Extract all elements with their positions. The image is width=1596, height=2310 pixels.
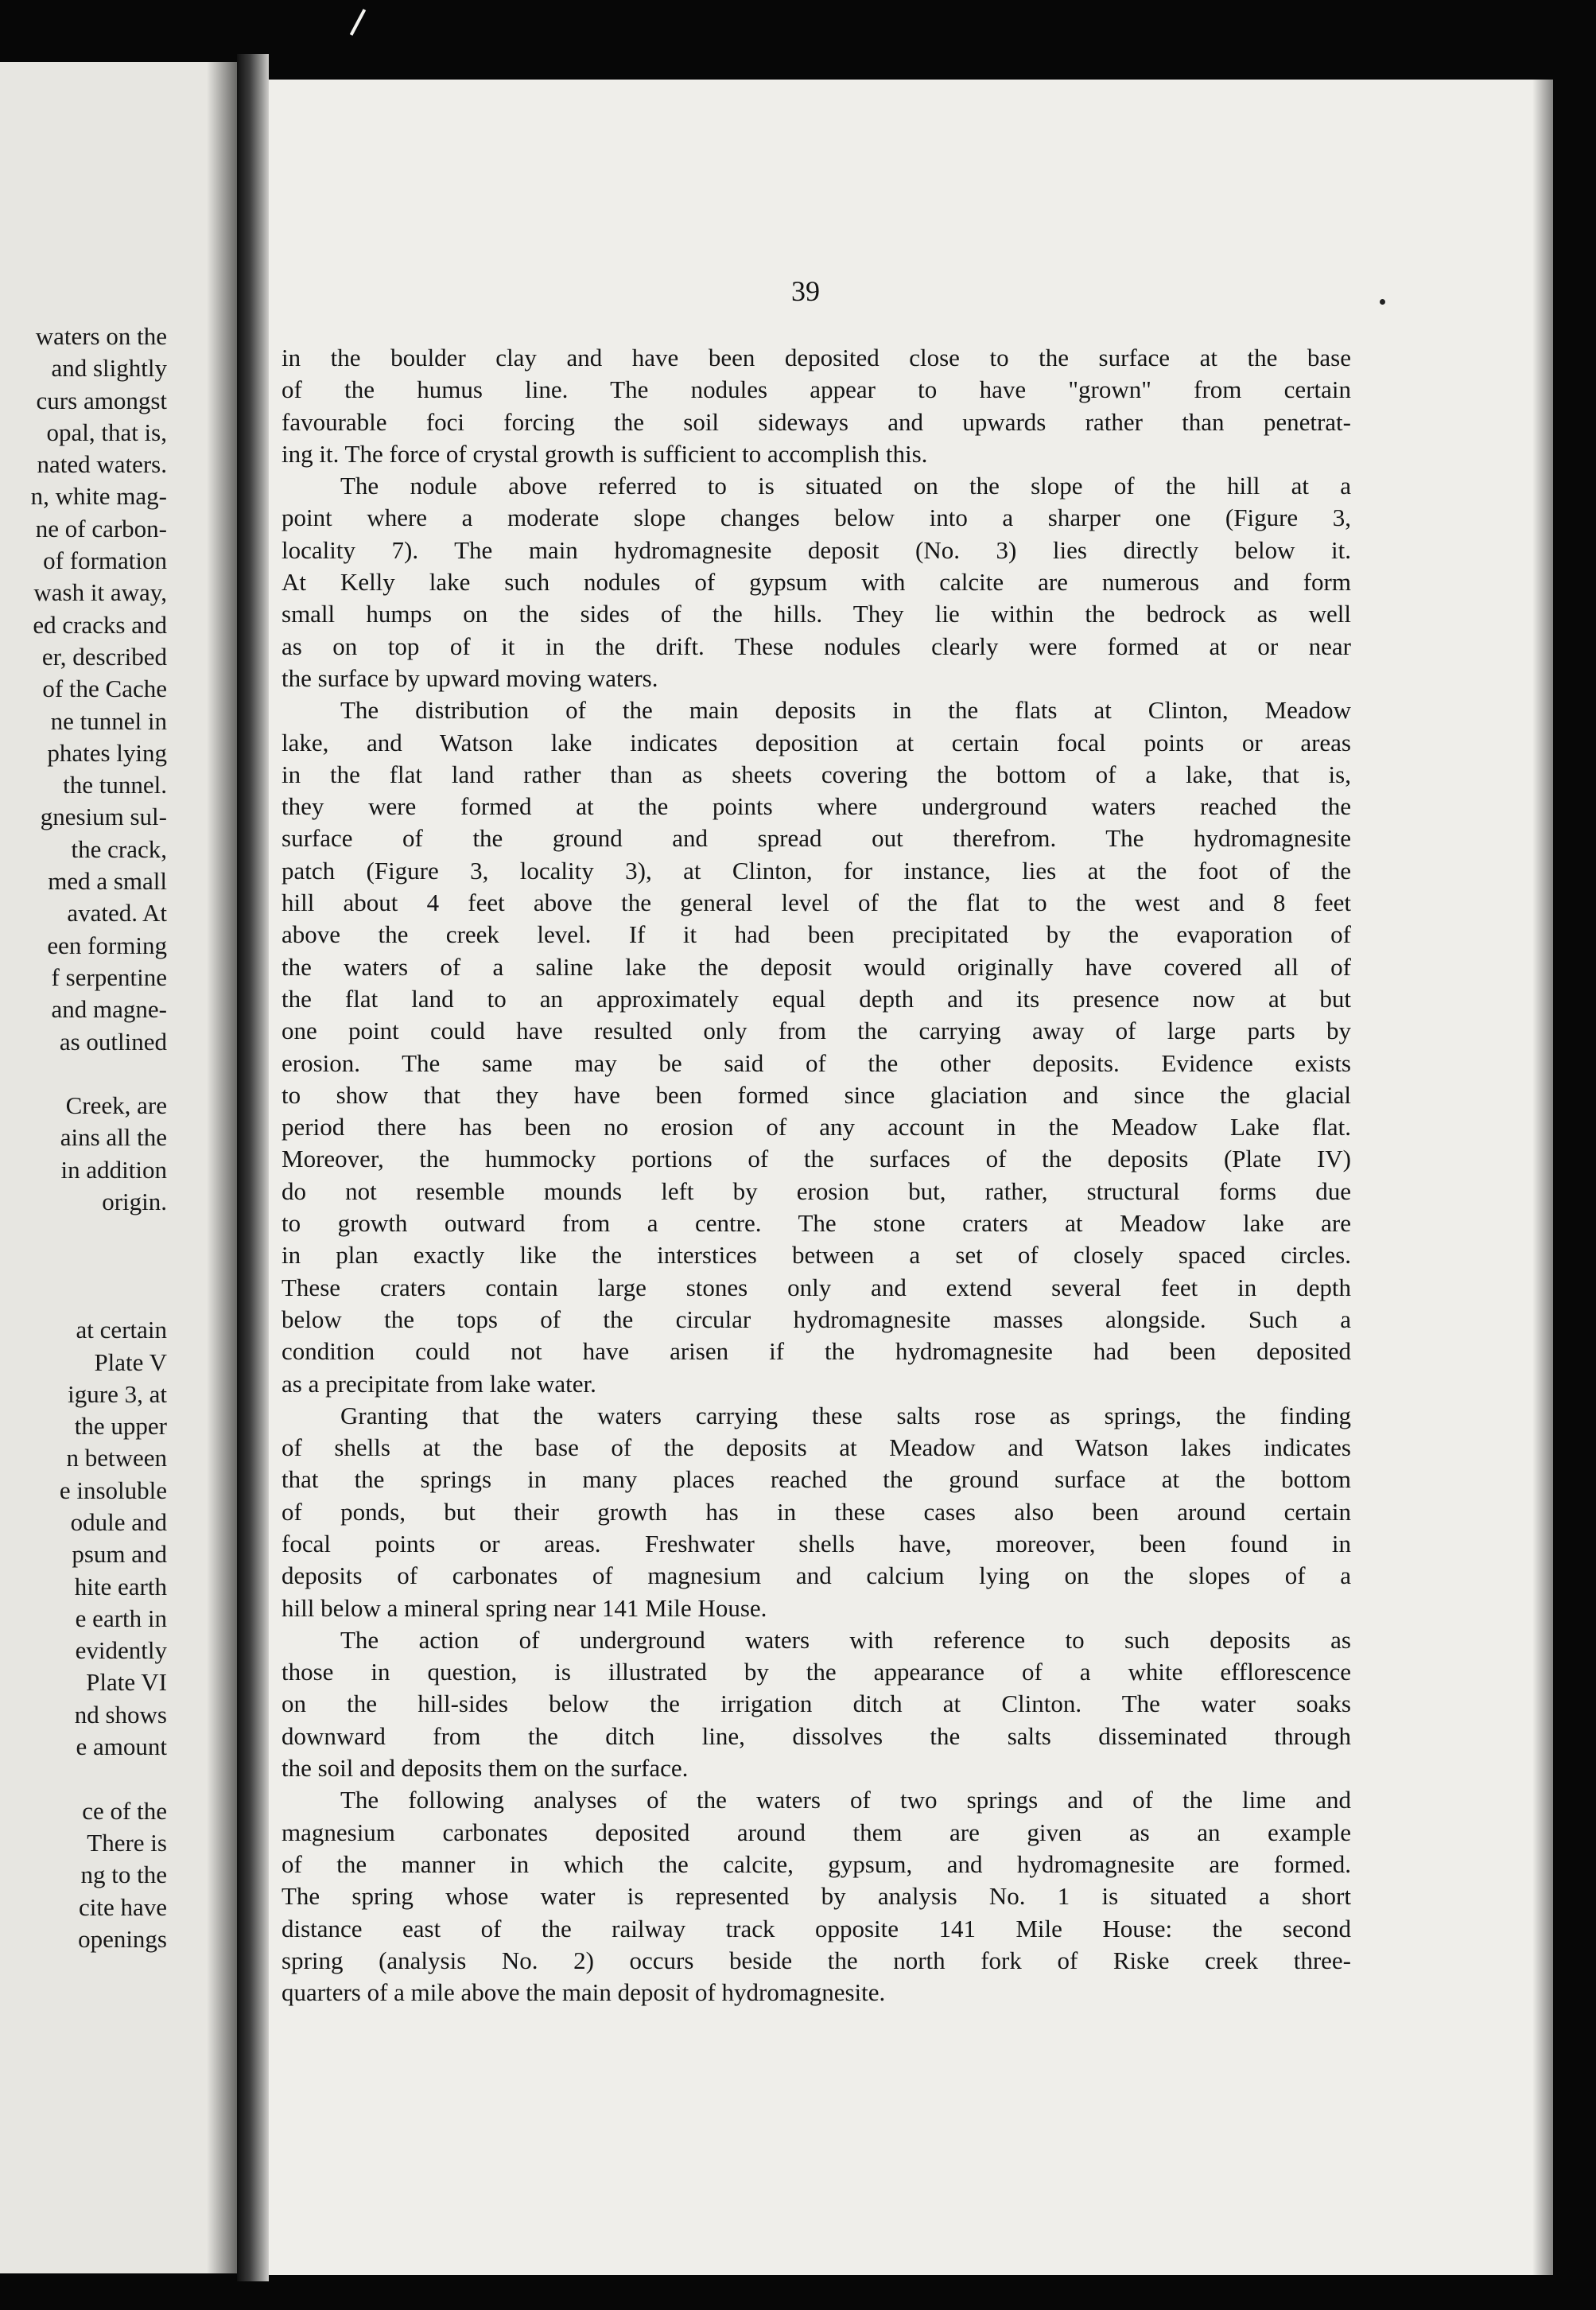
text-line: hill below a mineral spring near 141 Mile House. — [282, 1593, 767, 1622]
left-text-line: n between — [66, 1444, 167, 1472]
left-text-line: e amount — [76, 1732, 167, 1761]
text-line: condition could not have arisen if the hydromagnesite had been deposited — [282, 1337, 1351, 1366]
left-text-line: een forming — [47, 931, 167, 959]
text-line: of the manner in which the calcite, gypsum, and hydromagnesite are formed. — [282, 1849, 1351, 1878]
left-text-line: Creek, are — [65, 1091, 167, 1120]
text-line: to show that they have been formed since glaciation and since the glacial — [282, 1080, 1351, 1109]
text-line: erosion. The same may be said of the other deposits. Evidence exists — [282, 1048, 1351, 1077]
text-line: the waters of a saline lake the deposit would originally have covered all of — [282, 952, 1351, 981]
text-line: small humps on the sides of the hills. They lie within the bedrock as well — [282, 600, 1351, 628]
text-line: one point could have resulted only from the carrying away of large parts by — [282, 1017, 1351, 1045]
left-text-line: n, white mag- — [30, 482, 167, 511]
text-line: the soil and deposits them on the surface. — [282, 1754, 689, 1783]
text-line: ing it. The force of crystal growth is sufficient to accomplish this. — [282, 439, 928, 468]
left-text-line: er, described — [41, 642, 167, 671]
text-line: The action of underground waters with reference to such deposits as — [340, 1625, 1351, 1654]
text-line: below the tops of the circular hydromagnesite masses alongside. Such a — [282, 1305, 1351, 1333]
text-line: The distribution of the main deposits in the flats at Clinton, Meadow — [340, 696, 1351, 725]
text-line: favourable foci forcing the soil sideways and upwards rather than penetrat- — [282, 407, 1351, 436]
text-line: that the springs in many places reached the ground surface at the bottom — [282, 1465, 1351, 1494]
text-line: lake, and Watson lake indicates deposition at certain focal points or areas — [282, 728, 1351, 756]
left-text-line: odule and — [70, 1507, 167, 1536]
left-text-line: cite have — [78, 1892, 167, 1921]
left-text-line: curs amongst — [36, 386, 167, 414]
text-line: in the boulder clay and have been deposited close to the surface at the base — [282, 344, 1351, 371]
text-line: of ponds, but their growth has in these cases also been around certain — [282, 1497, 1351, 1526]
text-line: as on top of it in the drift. These nodules clearly were formed at or near — [282, 632, 1351, 660]
left-text-line: the upper — [74, 1412, 167, 1441]
left-text-line: opal, that is, — [46, 418, 167, 446]
left-text-line: e earth in — [75, 1604, 167, 1632]
text-line: The nodule above referred to is situated on the slope of the hill at a — [340, 472, 1351, 500]
left-text-line: ne tunnel in — [50, 706, 167, 735]
left-page-fragment — [0, 62, 237, 2273]
text-line: These craters contain large stones only and extend several feet in depth — [282, 1273, 1351, 1301]
left-text-line: nated waters. — [37, 450, 167, 479]
text-line: quarters of a mile above the main deposit of hydromagnesite. — [282, 1978, 886, 2007]
left-text-line: openings — [78, 1924, 167, 1953]
left-page-text — [31, 321, 167, 1955]
text-line: patch (Figure 3, locality 3), at Clinton, for instance, lies at the foot of the — [282, 856, 1351, 885]
text-line: magnesium carbonates deposited around them are given as an example — [282, 1818, 1351, 1846]
left-text-line: the tunnel. — [63, 771, 167, 799]
left-text-line: and magne- — [51, 995, 167, 1024]
text-line: surface of the ground and spread out therefrom. The hydromagnesite — [282, 824, 1351, 853]
left-text-line: Plate V — [94, 1348, 167, 1376]
left-text-line: nd shows — [74, 1700, 167, 1729]
right-page — [269, 80, 1553, 2275]
left-text-line — [31, 1250, 167, 1282]
text-line: do not resemble mounds left by erosion but, rather, structural forms due — [282, 1176, 1351, 1205]
text-line: spring (analysis No. 2) occurs beside the north fork of Riske creek three- — [282, 1946, 1351, 1974]
left-page-shadow — [207, 62, 237, 2273]
text-line: Moreover, the hummocky portions of the surfaces of the deposits (Plate IV) — [282, 1145, 1351, 1173]
left-text-line: Plate VI — [86, 1668, 167, 1697]
text-line: in plan exactly like the interstices between a set of closely spaced circles. — [282, 1241, 1351, 1270]
text-line: The spring whose water is represented by analysis No. 1 is situated a short — [282, 1882, 1351, 1911]
left-text-line — [31, 1218, 167, 1250]
left-text-line — [31, 1763, 167, 1795]
text-line: of the humus line. The nodules appear to have "grown" from certain — [282, 375, 1351, 404]
left-text-line: at certain — [76, 1316, 167, 1344]
left-text-line: ne of carbon- — [35, 514, 167, 542]
left-text-line: igure 3, at — [68, 1379, 167, 1408]
text-line: those in question, is illustrated by the appearance of a white efflorescence — [282, 1658, 1351, 1686]
text-line: At Kelly lake such nodules of gypsum with calcite are numerous and form — [282, 568, 1351, 597]
text-line: in the flat land rather than as sheets covering the bottom of a lake, that is, — [282, 760, 1351, 788]
text-line: Granting that the waters carrying these salts rose as springs, the finding — [340, 1401, 1351, 1429]
left-text-line: evidently — [75, 1636, 167, 1665]
text-line: the flat land to an approximately equal depth and its presence now at but — [282, 984, 1351, 1013]
text-line: above the creek level. If it had been precipitated by the evaporation of — [282, 920, 1351, 949]
left-text-line: phates lying — [47, 738, 167, 767]
left-text-line: of the Cache — [42, 675, 167, 703]
page-number: 39 — [791, 275, 820, 307]
left-text-line: wash it away, — [33, 578, 167, 607]
text-line: as a precipitate from lake water. — [282, 1369, 596, 1398]
left-text-line: hite earth — [74, 1572, 167, 1600]
text-line: focal points or areas. Freshwater shells have, moreover, been found in — [282, 1529, 1351, 1558]
left-text-line: There is — [87, 1828, 167, 1857]
ink-speck — [1380, 299, 1385, 305]
left-text-line: med a small — [48, 867, 167, 896]
right-page-edge-shadow — [1532, 80, 1553, 2275]
text-line: point where a moderate slope changes below into a sharper one (Figure 3, — [282, 504, 1351, 532]
left-text-line: the crack, — [71, 834, 167, 863]
left-text-line: and slightly — [51, 354, 167, 383]
book-gutter — [237, 54, 269, 2281]
text-line: on the hill-sides below the irrigation ditch at Clinton. The water soaks — [282, 1690, 1351, 1718]
left-text-line: e insoluble — [59, 1476, 167, 1504]
left-text-line: psum and — [72, 1540, 167, 1569]
text-line: they were formed at the points where underground waters reached the — [282, 792, 1351, 821]
left-text-line: as outlined — [59, 1027, 167, 1056]
text-line: locality 7). The main hydromagnesite deposit (No. 3) lies directly below it. — [282, 535, 1351, 564]
text-line: downward from the ditch line, dissolves the salts disseminated through — [282, 1721, 1351, 1750]
text-line: to growth outward from a centre. The stone craters at Meadow lake are — [282, 1209, 1351, 1238]
text-line: period there has been no erosion of any account in the Meadow Lake flat. — [282, 1113, 1351, 1141]
left-text-line: ains all the — [60, 1123, 167, 1152]
text-line: of shells at the base of the deposits at Meadow and Watson lakes indicates — [282, 1433, 1351, 1462]
left-text-line: avated. At — [67, 899, 167, 928]
left-text-line: f serpentine — [51, 962, 167, 991]
left-text-line — [31, 1282, 167, 1314]
left-text-line: ng to the — [80, 1861, 167, 1889]
body-text — [282, 342, 1351, 2009]
left-text-line: ce of the — [82, 1796, 167, 1825]
left-text-line: ed cracks and — [33, 610, 167, 639]
left-text-line: in addition — [60, 1155, 167, 1184]
film-scratch — [350, 9, 366, 36]
left-text-line: gnesium sul- — [40, 803, 167, 831]
left-text-line — [31, 1058, 167, 1090]
text-line: the surface by upward moving waters. — [282, 663, 658, 692]
text-line: hill about 4 feet above the general level of the flat to the west and 8 feet — [282, 889, 1351, 917]
left-text-line: origin. — [102, 1188, 167, 1216]
left-text-line: of formation — [43, 546, 167, 575]
text-line: distance east of the railway track opposite 141 Mile House: the second — [282, 1914, 1351, 1942]
text-line: deposits of carbonates of magnesium and calcium lying on the slopes of a — [282, 1561, 1351, 1590]
left-text-line: waters on the — [35, 322, 167, 350]
text-line: The following analyses of the waters of two springs and of the lime and — [340, 1786, 1351, 1814]
